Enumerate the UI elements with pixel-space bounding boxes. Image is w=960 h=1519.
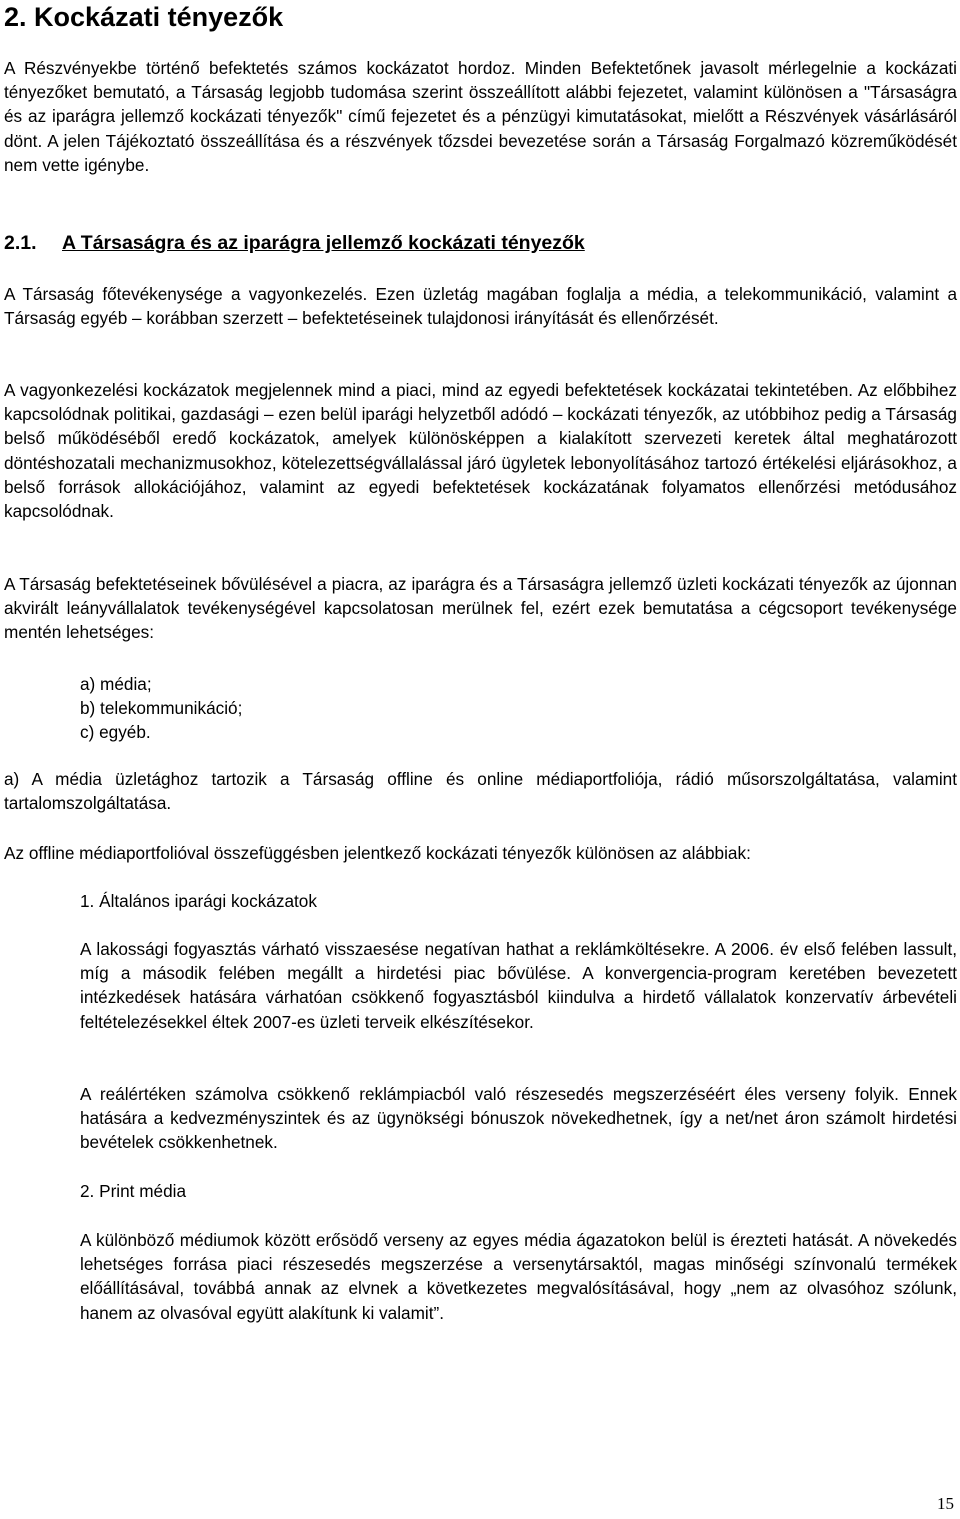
- paragraph-media-segment: a) A média üzletághoz tartozik a Társaság offline és online médiaportfoliója, rádió műsorszolgáltatása, valamint tartalomszolgáltatása.: [4, 769, 957, 814]
- list-item-telecom: b) telekommunikáció;: [80, 698, 243, 718]
- section-title: Kockázati tényezők: [34, 2, 284, 32]
- list-item-media: a) média;: [80, 674, 152, 694]
- risk-2-heading: 2. Print média: [80, 1181, 187, 1201]
- section-number: 2.: [4, 2, 27, 32]
- paragraph-asset-management-risks: A vagyonkezelési kockázatok megjelennek mind a piaci, mind az egyedi befektetések kockázatai tekintetében. Az előbbihez kapcsolódnak politikai, gazdasági – ezen belül iparági helyzetből adódó – kockázati tényezők, az utóbbihoz pedig a Társaság belső működéséből eredő kockázatok, amelyek különösképpen a kialakított szervezeti keretek által meghatározott döntéshozatali mechanizmusokhoz, kötelezettségvállalással járó ügyletek lebonyolításához tartozó értékelési eljárásokhoz, a belső források allokációjához, valamint az egyedi befektetések kockázatának folyamatos ellenőrzési metódusához kapcsolódnak.: [4, 380, 957, 522]
- page-number: 15: [937, 1494, 954, 1513]
- paragraph-offline-risks: Az offline médiaportfolióval összefüggésben jelentkező kockázati tényezők különösen az alábbiak:: [4, 843, 751, 863]
- risk-1-paragraph-competition: A reálértéken számolva csökkenő reklámpiacból való részesedés megszerzéséért éles verseny folyik. Ennek hatására a kedvezményszintek és az ügynökségi bónuszok növekedhetnek, így a net/net áron számolt hirdetési bevételek csökkenhetnek.: [80, 1084, 957, 1153]
- subsection-heading: [4, 230, 585, 256]
- paragraph-main-activity: A Társaság főtevékenysége a vagyonkezelés. Ezen üzletág magában foglalja a média, a telekommunikáció, valamint a Társaság egyéb – korábban szerzett – befektetéseinek tulajdonosi irányítását és ellenőrzését.: [4, 284, 957, 329]
- list-item-other: c) egyéb.: [80, 722, 151, 742]
- risk-1-heading: 1. Általános iparági kockázatok: [80, 891, 317, 911]
- risk-1-paragraph-consumption: A lakossági fogyasztás várható visszaesése negatívan hathat a reklámköltésekre. A 2006. év első felében lassult, míg a második felében megállt a hirdetési piac bővülése. A konvergencia-program keretében bevezetett intézkedések hatására várhatóan csökkenő fogyasztásból kiindulva a hirdető vállalatok konzervatív árbevételi feltételezésekkel éltek 2007-es üzleti terveik elkészítésekor.: [80, 939, 957, 1032]
- subsection-title: A Társaságra és az iparágra jellemző kockázati tényezők: [62, 232, 585, 254]
- section-heading: [4, 0, 283, 34]
- subsection-number: 2.1.: [4, 232, 37, 254]
- risk-2-paragraph-print-competition: A különböző médiumok között erősödő verseny az egyes média ágazatokon belül is érezteti hatását. A növekedés lehetséges forrása piaci részesedés megszerzése a versenytársaktól, magas minőségi színvonalú termékek előállításával, továbbá annak az elvnek a következetes megvalósításával, hogy „nem az olvasóhoz szólunk, hanem az olvasóval együtt alakítunk ki valamit”.: [80, 1230, 957, 1323]
- intro-paragraph: A Részvényekbe történő befektetés számos kockázatot hordoz. Minden Befektetőnek javasolt mérlegelnie a kockázati tényezőket bemutató, a Társaság legjobb tudomása szerint összeállított alábbi fejezetet, valamint különösen a "Társaságra és az iparágra jellemző kockázati tényezők" című fejezetet és a pénzügyi kimutatásokat, mielőtt a Részvények vásárlásáról dönt. A jelen Tájékoztató összeállítása és a részvények tőzsdei bevezetése során a Társaság Forgalmazó közreműködését nem vette igénybe.: [4, 58, 957, 175]
- paragraph-investments-expansion: A Társaság befektetéseinek bővülésével a piacra, az iparágra és a Társaságra jellemző üzleti kockázati tényezők az újonnan akvirált leányvállalatok tevékenységével kapcsolatosan merülnek fel, ezért ezek bemutatása a cégcsoport tevékenysége mentén lehetséges:: [4, 574, 957, 643]
